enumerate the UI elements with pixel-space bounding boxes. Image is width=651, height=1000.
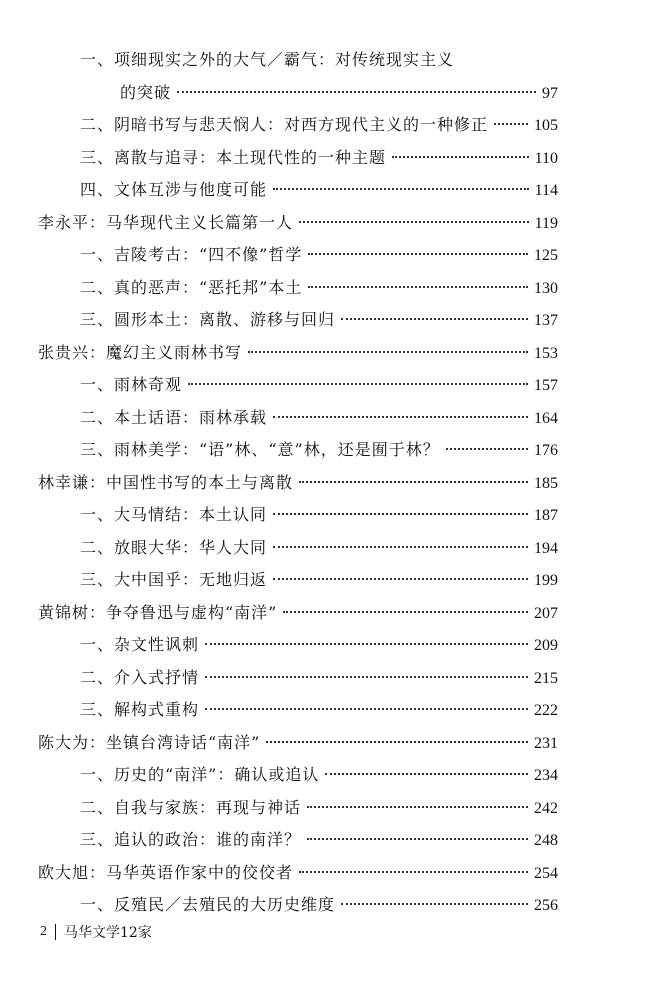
toc-entry-page-number: 164 xyxy=(534,409,558,427)
toc-entry-page-number: 199 xyxy=(534,572,558,589)
dot-leader xyxy=(494,123,528,125)
dot-leader xyxy=(299,221,529,223)
toc-entry-page-number: 97 xyxy=(542,84,558,102)
toc-entry-title: 三、追认的政治：谁的南洋？ xyxy=(80,830,302,849)
toc-entry-title: 一、吉陵考古：“四不像”哲学 xyxy=(80,245,303,264)
toc-entry-title: 一、雨林奇观 xyxy=(80,375,183,394)
toc-entry-title: 的突破 xyxy=(120,82,172,102)
toc-entry-title: 欧大旭：马华英语作家中的佼佼者 xyxy=(38,862,294,882)
dot-leader xyxy=(307,838,528,840)
toc-section-entry xyxy=(38,662,558,695)
toc-entry-title: 黄锦树：争夺鲁迅与虚构“南洋” xyxy=(38,602,278,622)
toc-section-entry xyxy=(38,174,558,207)
footer-divider xyxy=(55,924,56,940)
toc-entry-title: 三、大中国乎：无地归返 xyxy=(80,570,268,589)
toc-entry-title: 三、离散与追寻：本土现代性的一种主题 xyxy=(80,147,387,167)
toc-entry-title: 二、本土话语：雨林承载 xyxy=(80,407,268,427)
dot-leader xyxy=(205,643,528,645)
dot-leader xyxy=(307,806,528,808)
dot-leader xyxy=(341,318,528,320)
dot-leader xyxy=(308,253,528,255)
book-title: 马华文学12家 xyxy=(64,925,152,941)
toc-entry-page-number: 125 xyxy=(534,247,558,264)
dot-leader xyxy=(308,286,528,288)
toc-entry-title: 张贵兴：魔幻主义雨林书写 xyxy=(38,342,243,362)
toc-entry-title: 三、雨林美学：“语”林、“意”林，还是囿于林？ xyxy=(80,440,440,459)
dot-leader xyxy=(325,773,528,775)
toc-entry-page-number: 119 xyxy=(534,214,558,232)
table-of-contents xyxy=(38,44,558,922)
toc-entry-page-number: 114 xyxy=(534,182,558,199)
dot-leader xyxy=(248,351,528,353)
toc-section-entry xyxy=(38,402,558,435)
toc-entry-page-number: 110 xyxy=(534,149,558,167)
dot-leader xyxy=(392,156,529,158)
toc-entry-page-number: 153 xyxy=(534,344,558,362)
dot-leader xyxy=(273,546,528,548)
dot-leader xyxy=(177,91,536,93)
toc-entry-page-number: 231 xyxy=(534,734,558,752)
toc-chapter-entry xyxy=(38,207,558,240)
toc-entry-page-number: 215 xyxy=(534,669,558,687)
toc-entry-page-number: 130 xyxy=(534,279,558,297)
toc-entry-page-number: 256 xyxy=(534,897,558,914)
page-number: 2 xyxy=(40,924,47,939)
toc-entry-page-number: 137 xyxy=(534,312,558,329)
toc-section-entry xyxy=(38,629,558,662)
dot-leader xyxy=(446,448,528,450)
toc-entry-page-number: 234 xyxy=(534,767,558,784)
dot-leader xyxy=(205,676,528,678)
toc-entry-title: 三、解构式重构 xyxy=(80,700,200,719)
toc-section-entry xyxy=(38,77,558,110)
toc-chapter-entry xyxy=(38,727,558,760)
toc-section-entry xyxy=(38,239,558,272)
dot-leader xyxy=(205,708,528,710)
toc-entry-title: 一、历史的“南洋”：确认或追认 xyxy=(80,765,320,784)
dot-leader xyxy=(283,611,528,613)
toc-section-entry xyxy=(38,824,558,857)
toc-entry-title: 二、介入式抒情 xyxy=(80,667,200,687)
toc-entry-page-number: 194 xyxy=(534,539,558,557)
toc-section-entry xyxy=(38,499,558,532)
toc-entry-title: 二、阴暗书写与悲天悯人：对西方现代主义的一种修正 xyxy=(80,115,489,134)
toc-entry-page-number: 157 xyxy=(534,377,558,394)
dot-leader xyxy=(188,383,528,385)
toc-section-entry xyxy=(38,369,558,402)
toc-entry-title: 四、文体互涉与他度可能 xyxy=(80,180,268,199)
toc-entry-page-number: 207 xyxy=(534,604,558,622)
dot-leader xyxy=(273,578,528,580)
toc-chapter-entry xyxy=(38,857,558,890)
toc-entry-title: 一、大马情结：本土认同 xyxy=(80,505,268,524)
toc-section-entry xyxy=(38,889,558,922)
toc-entry-page-number: 254 xyxy=(534,864,558,882)
toc-section-entry xyxy=(38,434,558,467)
dot-leader xyxy=(273,188,529,190)
toc-section-entry xyxy=(38,142,558,175)
toc-entry-title: 林幸谦：中国性书写的本土与离散 xyxy=(38,472,294,492)
toc-entry-title: 李永平：马华现代主义长篇第一人 xyxy=(38,212,294,232)
toc-entry-page-number: 185 xyxy=(534,474,558,492)
toc-entry-title: 一、项细现实之外的大气／霸气：对传统现实主义 xyxy=(80,50,455,69)
toc-entry-title: 二、自我与家族：再现与神话 xyxy=(80,797,302,817)
toc-entry-page-number: 105 xyxy=(534,117,558,134)
toc-chapter-entry xyxy=(38,337,558,370)
dot-leader xyxy=(266,741,528,743)
toc-entry-page-number: 187 xyxy=(534,507,558,524)
toc-entry-title: 陈大为：坐镇台湾诗话“南洋” xyxy=(38,732,261,752)
toc-entry-page-number: 176 xyxy=(534,442,558,459)
toc-section-entry xyxy=(38,109,558,142)
toc-entry-title: 三、圆形本土：离散、游移与回归 xyxy=(80,310,336,329)
toc-entry-page-number: 222 xyxy=(534,702,558,719)
toc-chapter-entry xyxy=(38,467,558,500)
toc-chapter-entry xyxy=(38,597,558,630)
dot-leader xyxy=(299,871,528,873)
toc-section-entry xyxy=(38,44,558,77)
toc-entry-page-number: 209 xyxy=(534,637,558,654)
toc-entry-page-number: 242 xyxy=(534,799,558,817)
toc-section-entry xyxy=(38,532,558,565)
toc-section-entry xyxy=(38,694,558,727)
toc-entry-page-number: 248 xyxy=(534,832,558,849)
dot-leader xyxy=(299,481,528,483)
toc-section-entry xyxy=(38,272,558,305)
dot-leader xyxy=(341,903,528,905)
dot-leader xyxy=(273,513,528,515)
toc-section-entry xyxy=(38,304,558,337)
toc-section-entry xyxy=(38,759,558,792)
toc-entry-title: 一、反殖民／去殖民的大历史维度 xyxy=(80,895,336,914)
dot-leader xyxy=(273,416,528,418)
toc-entry-title: 二、真的恶声：“恶托邦”本土 xyxy=(80,277,303,297)
toc-section-entry xyxy=(38,564,558,597)
page-footer xyxy=(40,922,152,942)
toc-section-entry xyxy=(38,792,558,825)
toc-entry-title: 二、放眼大华：华人大同 xyxy=(80,537,268,557)
toc-entry-title: 一、杂文性讽刺 xyxy=(80,635,200,654)
